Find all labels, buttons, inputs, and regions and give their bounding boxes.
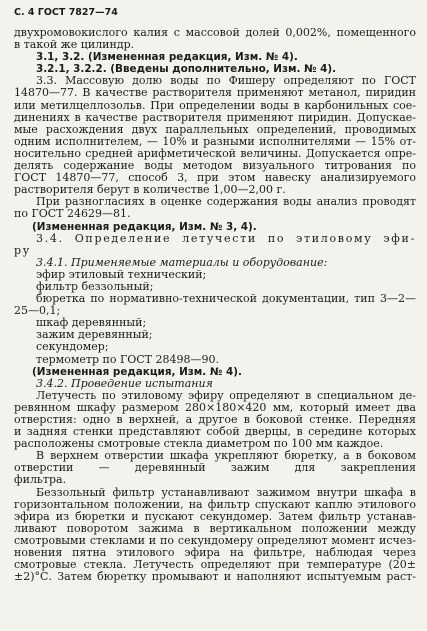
text-line: двухромовокислого калия с массовой долей 0,002%, помещенного bbox=[14, 26, 416, 39]
text-line: ±2)°С. Затем бюретку промывают и наполняют испытуемым раст- bbox=[14, 570, 416, 584]
text-line: (Измененная редакция, Изм. № 3, 4). bbox=[32, 220, 257, 233]
text-line: термометр по ГОСТ 28498—90. bbox=[36, 352, 219, 366]
text-line: 25—0,1; bbox=[14, 304, 61, 318]
text-line: мые расхождения двух параллельных определений, проводимых bbox=[14, 122, 416, 136]
text-line: носительно средней арифметической величины. Допускается опре- bbox=[14, 146, 416, 160]
text-line: В верхнем отверстии шкафа укрепляют бюретку, а в боковом bbox=[36, 449, 416, 463]
text-line: 3.4.1. Применяемые материалы и оборудование: bbox=[36, 255, 328, 269]
text-line: 3.2.1, 3.2.2. (Введены дополнительно, Изм. № 4). bbox=[36, 63, 337, 76]
text-line: 14870—77. В качестве растворителя применяют метанол, пиридин bbox=[14, 86, 416, 100]
text-line: горизонтальном положении, на фильтр спускают каплю этилового bbox=[14, 497, 416, 511]
text-line: одним исполнителем, — 10% и разными исполнителями — 15% от- bbox=[14, 134, 416, 148]
text-line: по ГОСТ 24629—81. bbox=[14, 207, 131, 221]
text-line: новения пятна этилового эфира на фильтре, наблюдая через bbox=[14, 546, 416, 560]
text-line: ревянном шкафу размером 280×180×420 мм, который имеет два bbox=[14, 400, 416, 414]
text-line: фильтра. bbox=[14, 473, 67, 487]
text-line: смотровые стекла. Летучесть определяют при температуре (20± bbox=[14, 558, 416, 572]
text-line: расположены смотровые стекла диаметром по 100 мм каждое. bbox=[14, 437, 384, 451]
text-line: или метилцеллозольв. При определении воды в карбонильных сое- bbox=[14, 98, 416, 112]
text-line: секундомер; bbox=[36, 340, 109, 354]
text-line: 3.3. Массовую долю воды по Фишеру определяют по ГОСТ bbox=[36, 74, 416, 88]
text-line: эфира из бюретки и пускают секундомер. Затем фильтр устанав- bbox=[14, 509, 416, 523]
document-body bbox=[14, 27, 416, 583]
text-line: динениях в качестве растворителя применяют пиридин. Допускае- bbox=[14, 110, 416, 124]
text-line: отверстия: одно в верхней, а другое в боковой стенке. Передняя bbox=[14, 413, 416, 426]
text-line: смотровыми стеклами и по секундомеру определяют момент исчез- bbox=[14, 533, 416, 547]
text-line: делять содержание воды методом визуального титрования по bbox=[14, 159, 416, 173]
text-line: эфир этиловый технический; bbox=[36, 267, 207, 281]
text-line: ру bbox=[14, 243, 31, 257]
text-line: Беззольный фильтр устанавливают зажимом внутри шкафа в bbox=[36, 485, 416, 499]
text-line: отверстии — деревянный зажим для закрепления bbox=[14, 461, 416, 475]
text-line: шкаф деревянный; bbox=[36, 316, 147, 330]
text-line: фильтр беззольный; bbox=[36, 279, 154, 293]
text-line: Летучесть по этиловому эфиру определяют в специальном де- bbox=[36, 388, 416, 402]
text-line: (Измененная редакция, Изм. № 4). bbox=[32, 365, 242, 378]
page-header: С. 4 ГОСТ 7827—74 bbox=[14, 7, 118, 18]
text-line: растворителя берут в количестве 1,00—2,00 г. bbox=[14, 183, 286, 197]
text-line: бюретка по нормативно-технической документации, тип 3—2— bbox=[36, 292, 416, 306]
text-line: зажим деревянный; bbox=[36, 328, 153, 342]
text-line: 3.1, 3.2. (Измененная редакция, Изм. № 4). bbox=[36, 51, 298, 64]
text-line: ливают поворотом зажима в вертикальном положении между bbox=[14, 521, 416, 535]
text-line: 3.4.2. Проведение испытания bbox=[36, 376, 213, 390]
text-line: При разногласиях в оценке содержания воды анализ проводят bbox=[36, 195, 416, 209]
text-line: и задняя стенки представляют собой дверцы, в середине которых bbox=[14, 425, 416, 439]
text-line: ГОСТ 14870—77, способ 3, при этом навеску анализируемого bbox=[14, 171, 416, 185]
text-line: в такой же цилиндр. bbox=[14, 38, 135, 52]
text-line: 3.4. Определение летучести по этиловому эфи- bbox=[36, 231, 416, 245]
